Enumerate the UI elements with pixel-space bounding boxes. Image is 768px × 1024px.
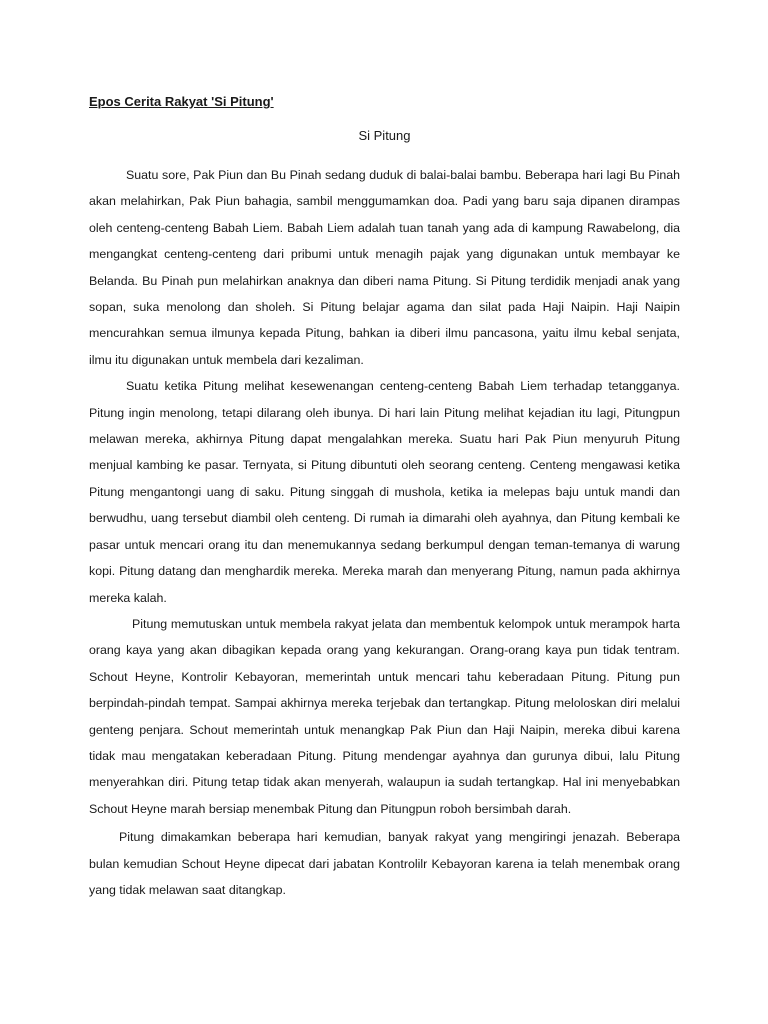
paragraph-2: Suatu ketika Pitung melihat kesewenangan centeng-centeng Babah Liem terhadap tetangganya. Pitung ingin menolong, tetapi dilarang oleh ibunya. Di hari lain Pitung melihat kejadian itu lagi, Pitungpun melawan mereka, akhirnya Pitung dapat mengalahkan mereka. Suatu hari Pak Piun menyuruh Pitung menjual kambing ke pasar. Ternyata, si Pitung dibuntuti oleh seorang centeng. Centeng mengawasi ketika Pitung mengantongi uang di saku. Pitung singgah di mushola, ketika ia melepas baju untuk mandi dan berwudhu, uang tersebut diambil oleh centeng. Di rumah ia dimarahi oleh ayahnya, dan Pitung kembali ke pasar untuk mencari orang itu dan menemukannya sedang berkumpul dengan teman-temanya di warung kopi. Pitung datang dan menghardik mereka. Mereka marah dan menyerang Pitung, namun pada akhirnya mereka kalah.	[89, 379, 680, 605]
paragraph-3: Pitung memutuskan untuk membela rakyat jelata dan membentuk kelompok untuk merampok harta orang kaya yang akan dibagikan kepada orang yang kekurangan. Orang-orang kaya pun tidak tentram. Schout Heyne, Kontrolir Kebayoran, memerintah untuk mencari tahu keberadaan Pitung. Pitung pun berpindah-pindah tempat. Sampai akhirnya mereka terjebak dan tertangkap. Pitung meloloskan diri melalui genteng penjara. Schout memerintah untuk menangkap Pak Piun dan Haji Naipin, mereka dibui karena tidak mau mengatakan keberadaan Pitung. Pitung mendengar ayahnya dan gurunya dibui, lalu Pitung menyerahkan diri. Pitung tetap tidak akan menyerah, walaupun ia sudah tertangkap. Hal ini menyebabkan Schout Heyne marah bersiap menembak Pitung dan Pitungpun roboh bersimbah darah.	[89, 616, 680, 816]
document-heading: Epos Cerita Rakyat 'Si Pitung'	[89, 94, 274, 109]
story-title: Si Pitung	[358, 128, 411, 143]
document-body	[89, 92, 680, 903]
paragraph-4: Pitung dimakamkan beberapa hari kemudian, banyak rakyat yang mengiringi jenazah. Beberapa bulan kemudian Schout Heyne dipecat dari jabatan Kontrolilr Kebayoran karena ia telah menembak orang yang tidak melawan saat ditangkap.	[89, 830, 680, 897]
paragraph-1: Suatu sore, Pak Piun dan Bu Pinah sedang duduk di balai-balai bambu. Beberapa hari lagi Bu Pinah akan melahirkan, Pak Piun bahagia, sambil menggumamkan doa. Padi yang baru saja dipanen dirampas oleh centeng-centeng Babah Liem. Babah Liem adalah tuan tanah yang ada di kampung Rawabelong, dia mengangkat centeng-centeng dari pribumi untuk menagih pajak yang digunakan untuk membayar ke Belanda. Bu Pinah pun melahirkan anaknya dan diberi nama Pitung. Si Pitung terdidik menjadi anak yang sopan, suka menolong dan sholeh. Si Pitung belajar agama dan silat pada Haji Naipin. Haji Naipin mencurahkan semua ilmunya kepada Pitung, bahkan ia diberi ilmu pancasona, yaitu ilmu kebal senjata, ilmu itu digunakan untuk membela dari kezaliman.	[89, 168, 680, 367]
